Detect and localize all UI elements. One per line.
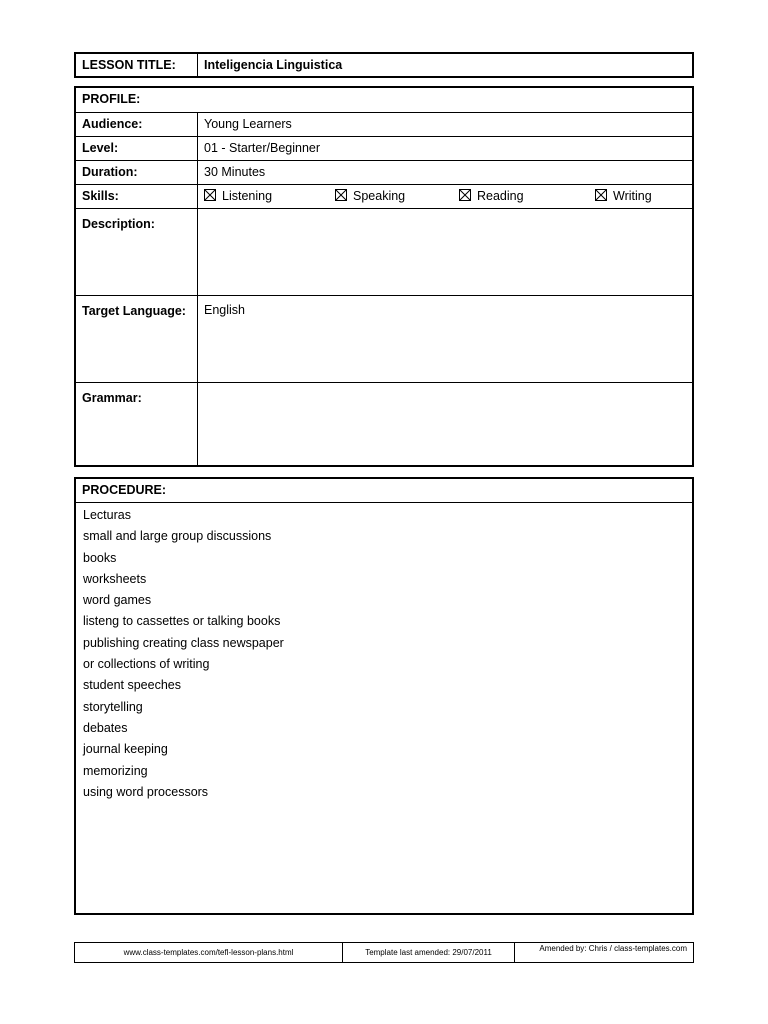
skills-label: Skills: [76,185,198,208]
procedure-item: publishing creating class newspaper [83,635,284,650]
skills-row [76,184,692,208]
procedure-item: word games [83,593,152,608]
skill-label: Listening [222,189,273,203]
procedure-item: worksheets [83,571,147,586]
skill-label: Speaking [353,189,406,203]
profile-header: PROFILE: [82,92,141,106]
description-label: Description: [76,209,198,295]
skill-listening[interactable] [204,189,272,203]
footer-amended-date: Template last amended: 29/07/2011 [343,943,515,962]
lesson-title-value: Inteligencia Linguistica [204,58,343,72]
procedure-item: memorizing [83,763,148,778]
procedure-item: or collections of writing [83,657,210,672]
procedure-item: using word processors [83,784,209,799]
profile-section [74,86,694,467]
lesson-title-label: LESSON TITLE: [76,54,198,76]
lesson-title-row [74,52,694,78]
procedure-item: Lecturas [83,508,131,522]
skill-writing[interactable] [595,189,652,203]
duration-value: 30 Minutes [204,165,266,179]
procedure-item: student speeches [83,678,181,693]
skills-options [198,185,692,208]
skill-label: Reading [477,189,524,203]
skill-reading[interactable] [459,189,524,203]
level-row [76,136,692,160]
checkbox-checked-icon[interactable] [595,189,607,201]
audience-label: Audience: [76,113,198,136]
description-row [76,208,692,295]
procedure-item: small and large group discussions [83,529,272,544]
footer-amended-by: Amended by: Chris / class-templates.com [539,944,687,953]
procedure-list [83,508,284,806]
audience-value: Young Learners [204,117,292,131]
checkbox-checked-icon[interactable] [204,189,216,201]
procedure-item: debates [83,720,128,735]
grammar-row [76,382,692,467]
procedure-item: listeng to cassettes or talking books [83,614,281,629]
procedure-header: PROCEDURE: [76,479,692,503]
procedure-item: storytelling [83,699,143,714]
level-value: 01 - Starter/Beginner [204,141,321,155]
footer-url[interactable]: www.class-templates.com/tefl-lesson-plans.html [75,943,343,962]
skill-speaking[interactable] [335,189,405,203]
checkbox-checked-icon[interactable] [459,189,471,201]
level-label: Level: [76,137,198,160]
checkbox-checked-icon[interactable] [335,189,347,201]
description-value [198,209,692,295]
duration-label: Duration: [76,161,198,184]
procedure-item: books [83,550,117,565]
footer [74,942,694,963]
target-language-row [76,295,692,382]
duration-row [76,160,692,184]
skill-label: Writing [613,189,652,203]
procedure-item: journal keeping [83,742,168,757]
grammar-value [198,383,692,467]
target-language-label: Target Language: [76,296,198,382]
procedure-section [74,477,694,915]
target-language-value: English [204,303,245,317]
grammar-label: Grammar: [76,383,198,467]
audience-row [76,112,692,136]
